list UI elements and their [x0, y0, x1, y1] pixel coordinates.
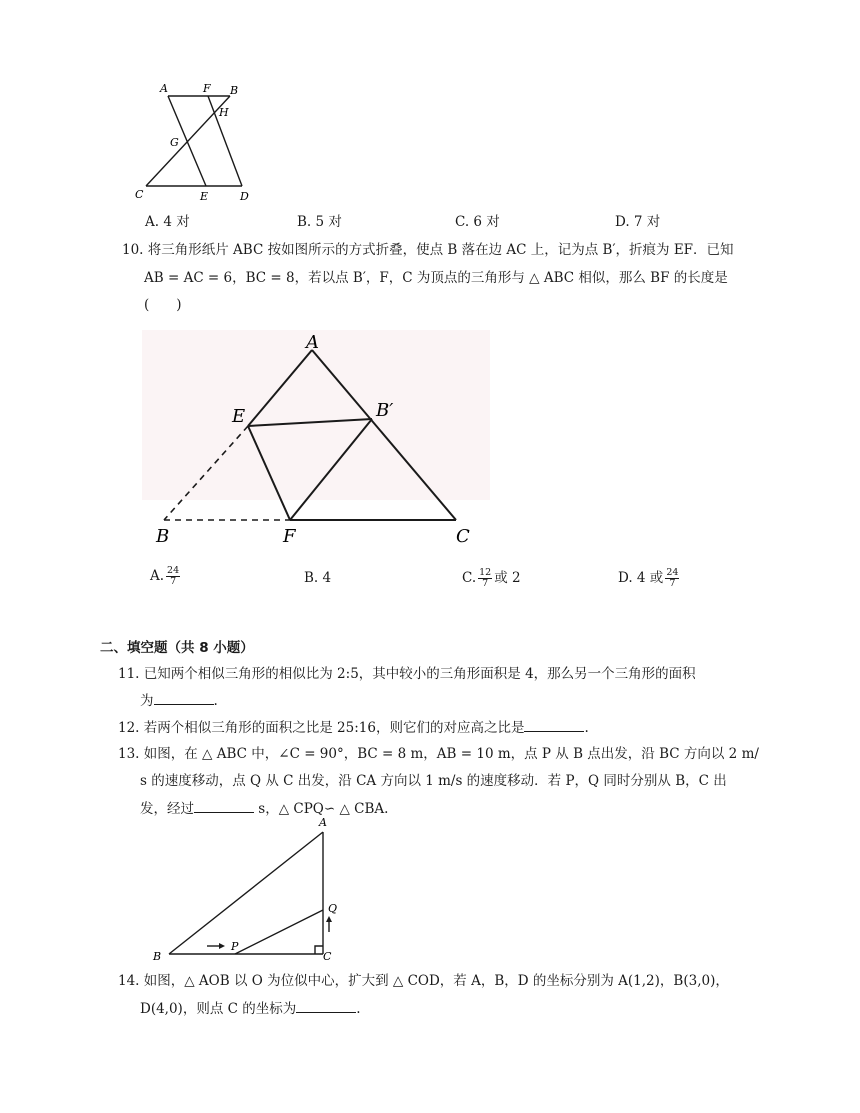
q11-prefix: 为	[140, 693, 154, 709]
q13-line1: 13. 如图，在 △ ABC 中，∠C = 90°，BC = 8 m，AB = 10 m，点 P 从 B 点出发，沿 BC 方向以 2 m/	[118, 746, 759, 762]
section-heading: 二、填空题（共 8 小题）	[100, 640, 254, 656]
q11-answer-blank	[154, 690, 214, 705]
q10-option-c-suffix: 或 2	[494, 570, 521, 586]
q10-option-c	[462, 566, 521, 589]
q13-label-B: B	[153, 950, 162, 962]
q14-line2	[140, 998, 361, 1019]
q13-label-P: P	[231, 940, 239, 953]
fraction-denominator: 7	[170, 576, 177, 587]
q9-label-G: G	[170, 136, 179, 149]
q10-option-a-prefix: A.	[150, 568, 165, 584]
q9-label-F: F	[203, 82, 211, 95]
fraction-numerator: 24	[167, 565, 180, 576]
q10-label-F: F	[283, 526, 296, 547]
q10-line2: AB = AC = 6，BC = 8，若以点 B′，F，C 为顶点的三角形与 △ ABC 相似，那么 BF 的长度是	[144, 270, 728, 286]
q12-suffix: .	[584, 720, 589, 736]
q11-suffix: .	[213, 693, 218, 709]
q12-answer-blank	[524, 717, 584, 732]
q9-label-E: E	[200, 190, 209, 203]
q10-label-B: B	[156, 526, 170, 547]
q13-label-A: A	[319, 816, 327, 829]
q10-line1: 10. 将三角形纸片 ABC 按如图所示的方式折叠，使点 B 落在边 AC 上，记为点 B′，折痕为 EF．已知	[122, 242, 734, 258]
q9-option-d: D. 7 对	[615, 214, 661, 230]
q10-figure	[140, 328, 495, 550]
q11-line1: 11. 已知两个相似三角形的相似比为 2:5，其中较小的三角形面积是 4，那么另一个三角形的面积	[118, 666, 696, 682]
q10-option-d-prefix: D. 4 或	[618, 570, 664, 586]
q14-prefix: D(4,0)，则点 C 的坐标为	[140, 1001, 297, 1017]
q10-line3: ( )	[144, 297, 182, 313]
q13-line2: s 的速度移动，点 Q 从 C 出发，沿 CA 方向以 1 m/s 的速度移动．若 P，Q 同时分别从 B，C 出	[140, 773, 727, 789]
q10-option-c-prefix: C.	[462, 570, 477, 586]
q9-label-D: D	[240, 190, 249, 203]
q10-label-Bp: B′	[376, 400, 394, 421]
q10-option-c-fraction	[478, 568, 492, 589]
q10-option-a	[150, 566, 182, 587]
q10-option-b: B. 4	[304, 570, 332, 586]
q12-line	[118, 717, 589, 738]
q10-label-A: A	[306, 332, 319, 353]
q13-answer-blank	[194, 798, 254, 813]
q13-prefix: 发，经过	[140, 801, 194, 817]
q12-prefix: 12. 若两个相似三角形的面积之比是 25:16，则它们的对应高之比是	[118, 720, 525, 736]
fraction-denominator: 7	[669, 578, 676, 589]
q10-label-E: E	[232, 406, 246, 427]
q11-line2	[140, 690, 218, 711]
q9-label-H: H	[219, 106, 229, 119]
q9-label-B: B	[230, 84, 239, 97]
fraction-numerator: 12	[479, 567, 492, 578]
q9-option-c: C. 6 对	[455, 214, 500, 230]
q9-label-A: A	[160, 82, 168, 95]
q14-answer-blank	[296, 998, 356, 1013]
fraction-denominator: 7	[482, 578, 489, 589]
q14-line1: 14. 如图，△ AOB 以 O 为位似中心，扩大到 △ COD，若 A，B，D 的坐标分别为 A(1,2)，B(3,0)，	[118, 973, 729, 989]
q10-label-C: C	[456, 526, 470, 547]
q9-option-b: B. 5 对	[297, 214, 342, 230]
q13-suffix: s，△ CPQ∽ △ CBA.	[254, 801, 389, 817]
q10-option-a-fraction	[166, 566, 180, 587]
q9-option-a: A. 4 对	[145, 214, 190, 230]
q10-option-d	[618, 566, 681, 589]
q13-label-C: C	[323, 950, 332, 962]
q9-figure	[130, 78, 260, 208]
q9-label-C: C	[135, 188, 144, 201]
q14-suffix: .	[356, 1001, 361, 1017]
fraction-numerator: 24	[666, 567, 679, 578]
q13-label-Q: Q	[328, 902, 338, 915]
q10-option-d-fraction	[665, 568, 679, 589]
q13-figure	[145, 812, 345, 962]
